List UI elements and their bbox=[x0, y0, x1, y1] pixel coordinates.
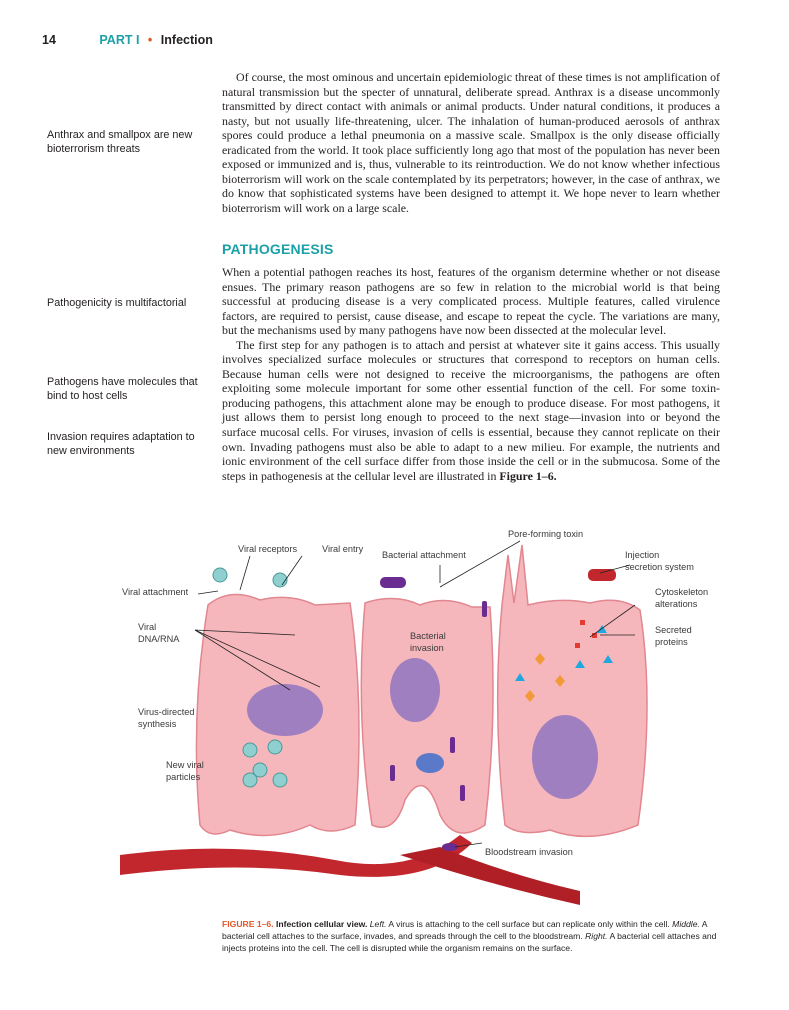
nucleus bbox=[247, 684, 323, 736]
header-separator: • bbox=[147, 33, 153, 47]
label-injection-1: Injection bbox=[625, 550, 660, 560]
paragraph bbox=[222, 338, 720, 483]
part-label: PART I bbox=[99, 33, 140, 47]
label-viral-attachment: Viral attachment bbox=[122, 587, 189, 597]
label-viral-receptors: Viral receptors bbox=[238, 544, 298, 554]
paragraph: Of course, the most ominous and uncertain epidemiologic threat of these times is not amplification of natural transmission but the specter of unnatural, deliberate spread. Anthrax is a disease uncommonly transmitted by direct contact with animals or animal products. Under natural conditions, it produces a nasty, but not usually life-threatening, ulcer. The inhalation of human-produced aerosols of anthrax spores could produce a lethal pneumonia on a massive scale. Smallpox is the only disease officially eradicated from the world. It took place sufficiently long ago that most of the population has never been exposed or immunized and is, thus, vulnerable to its reintroduction. We do not know whether infectious bioterrorism will work on the scale contemplated by its perpetrators; however, in the case of anthrax, we do know that sophisticated systems have been designed to attempt it. We hope never to learn whether bioterrorism will work on a large scale. bbox=[222, 70, 720, 215]
label-pore-toxin: Pore-forming toxin bbox=[508, 529, 584, 539]
figure-caption bbox=[222, 918, 722, 954]
nucleus bbox=[390, 658, 440, 722]
label-cytoskeleton-2: alterations bbox=[655, 599, 698, 609]
caption-left: Left. bbox=[369, 919, 387, 929]
virus-particle bbox=[273, 773, 287, 787]
figure-reference: Figure 1–6. bbox=[499, 468, 557, 483]
virus-particle bbox=[243, 773, 257, 787]
label-viral-entry: Viral entry bbox=[322, 544, 364, 554]
caption-middle: Middle. bbox=[672, 919, 700, 929]
virus-particle bbox=[213, 568, 227, 582]
margin-note: Invasion requires adaptation to new environments bbox=[47, 431, 195, 457]
caption-title: Infection cellular view. bbox=[275, 919, 368, 929]
caption-text: A virus is attaching to the cell surface but can replicate only within the cell. bbox=[388, 919, 670, 929]
label-secreted-2: proteins bbox=[655, 637, 688, 647]
section-heading: PATHOGENESIS bbox=[222, 241, 334, 257]
margin-note: Pathogens have molecules that bind to host cells bbox=[47, 376, 198, 402]
caption-right: Right. bbox=[585, 931, 608, 941]
margin-note: Anthrax and smallpox are new bioterrorism threats bbox=[47, 129, 193, 155]
caption-text: A bacterial cell attaches to the surface, invades, and spreads through the cell to the bloodstream. bbox=[222, 919, 708, 941]
label-bacterial-invasion-2: invasion bbox=[410, 643, 444, 653]
label-virus-synthesis-2: synthesis bbox=[138, 719, 177, 729]
label-viral-dna-1: Viral bbox=[138, 622, 157, 632]
caption-label: FIGURE 1–6. bbox=[222, 919, 274, 929]
label-new-viral-2: particles bbox=[166, 772, 201, 782]
paragraph: When a potential pathogen reaches its host, features of the organism determine whether or not disease ensues. The primary reason pathogens are so few in relation to the microbial world is that being successful at producing disease is a very complicated process. Multiple features, called virulence factors, are required to persist, cause disease, and escape to repeat the cycle. The variations are many, but the mechanisms used by many pathogens have now been dissected at the molecular level. bbox=[222, 265, 720, 338]
label-injection-2: secretion system bbox=[625, 562, 694, 572]
infection-cellular-figure bbox=[110, 525, 750, 905]
label-secreted-1: Secreted bbox=[655, 625, 692, 635]
label-new-viral-1: New viral bbox=[166, 760, 204, 770]
label-virus-synthesis-1: Virus-directed bbox=[138, 707, 195, 717]
virus-particle bbox=[243, 743, 257, 757]
body-text-main bbox=[222, 265, 720, 483]
bacterium bbox=[390, 765, 395, 781]
nucleus bbox=[532, 715, 598, 799]
bacterium bbox=[380, 577, 406, 588]
paragraph-text: The first step for any pathogen is to attach and persist at whatever site it gains access. This usually involves specialized surface molecules or structures that correspond to receptors on human cells. Because human cells were not designed to receive the microorganisms, the pathogens are often exploiting some molecule important for some other essential function of the cell. For some toxin-producing pathogens, this attachment alone may be enough to produce disease. For most pathogens, it just allows them to persist long enough to proceed to the next stage—invasion into or beyond the surface mucosal cells. For viruses, invasion of cells is essential, because they cannot replicate on their own. Invading pathogens must also be able to adapt to a new milieu. For example, the nutrients and ionic environment of the cell surface differ from those inside the cell or in the submucosa. Some of the steps in pathogenesis at the cellular level are illustrated in bbox=[222, 337, 720, 483]
margin-note: Pathogenicity is multifactorial bbox=[47, 297, 187, 309]
bacterium bbox=[450, 737, 455, 753]
virus-particle bbox=[268, 740, 282, 754]
immune-cell bbox=[416, 753, 444, 773]
label-cytoskeleton-1: Cytoskeleton bbox=[655, 587, 709, 597]
label-bacterial-invasion-1: Bacterial bbox=[410, 631, 446, 641]
page-number: 14 bbox=[42, 33, 56, 47]
section-title: Infection bbox=[160, 33, 213, 47]
virus-particle bbox=[273, 573, 287, 587]
bacterium bbox=[482, 601, 487, 617]
label-bloodstream: Bloodstream invasion bbox=[485, 847, 573, 857]
label-bacterial-attachment: Bacterial attachment bbox=[382, 550, 466, 560]
body-text-top bbox=[222, 70, 720, 215]
injecting-bacterium bbox=[588, 569, 616, 581]
label-viral-dna-2: DNA/RNA bbox=[138, 634, 180, 644]
caption-text: A bacterial cell attaches and injects proteins into the cell. The cell is disrupted while the organism remains on the surface. bbox=[222, 931, 717, 953]
bacterium bbox=[460, 785, 465, 801]
running-header bbox=[42, 33, 213, 47]
